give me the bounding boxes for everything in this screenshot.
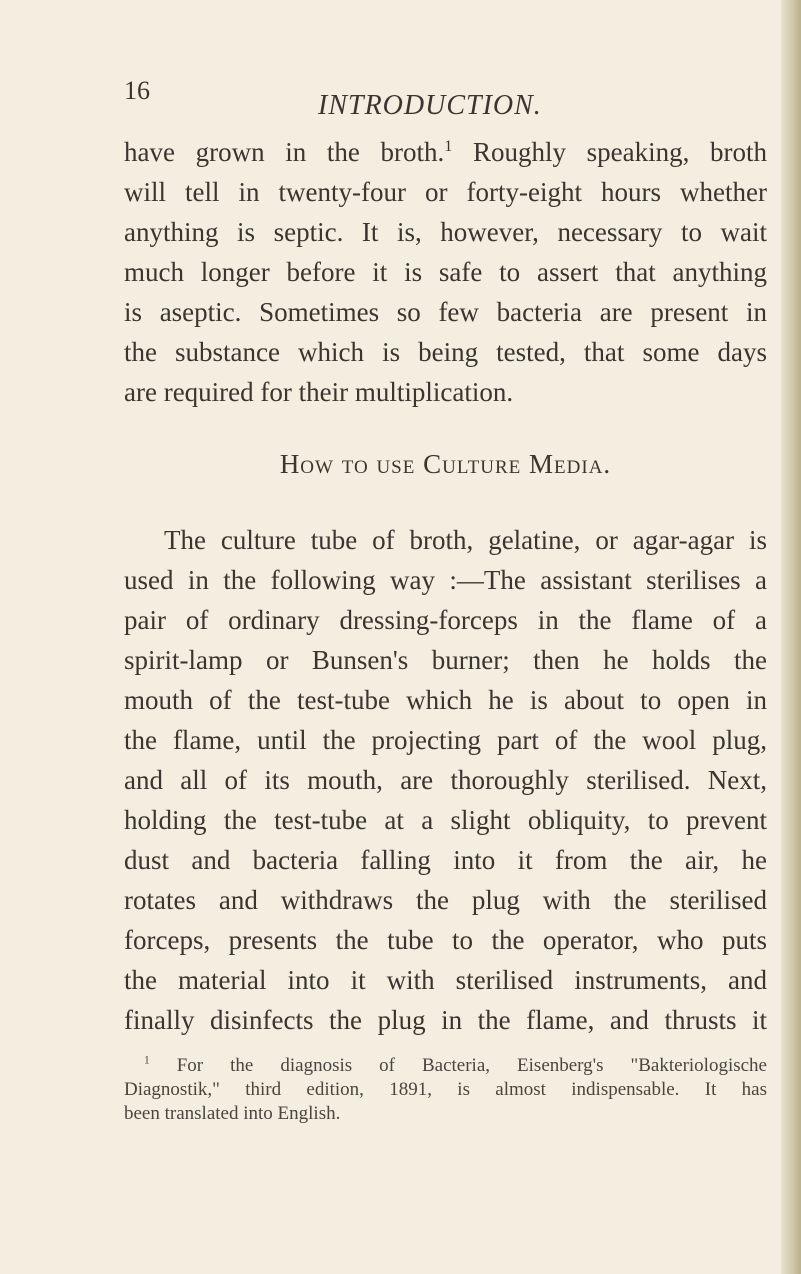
footnote-number: 1 — [144, 1054, 150, 1067]
footnote-line-3: been translated into English. — [124, 1103, 341, 1124]
page-number: 16 — [124, 76, 150, 105]
page-edge — [781, 0, 801, 1274]
paragraph-2-line-13: finally disinfects the plug in the flame, and thrusts it — [124, 1005, 767, 1035]
paragraph-1-line-3: anything is septic. It is, however, necessary to wait — [124, 217, 767, 247]
paragraph-2-line-5: mouth of the test-tube which he is about to open in — [124, 685, 767, 715]
paragraph-2-line-4: spirit-lamp or Bunsen's burner; then he holds the — [124, 645, 767, 675]
page-header — [124, 72, 764, 121]
footnote-line-2: Diagnostik," third edition, 1891, is almost indispensable. It has — [124, 1079, 767, 1100]
running-title: INTRODUCTION. — [318, 90, 542, 121]
paragraph-2-line-10: rotates and withdraws the plug with the sterilised — [124, 885, 767, 915]
paragraph-1-line-7: are required for their multiplication. — [124, 377, 514, 407]
paragraph-1-line-4: much longer before it is safe to assert that anything — [124, 257, 767, 287]
paragraph-2-line-9: dust and bacteria falling into it from the air, he — [124, 845, 767, 875]
footnote-line-1: $^1$ For the diagnosis of Bacteria, Eisenberg's "Bakteriologische — [144, 1054, 767, 1076]
paragraph-2-line-12: the material into it with sterilised instruments, and — [124, 965, 767, 995]
footnote-marker: 1 — [444, 137, 453, 155]
paragraph-2-line-2: used in the following way :—The assistant sterilises a — [124, 565, 767, 595]
paragraph-2-line-6: the flame, until the projecting part of the wool plug, — [124, 725, 767, 755]
paragraph-1-line-5: is aseptic. Sometimes so few bacteria are present in — [124, 297, 767, 327]
paragraph-2-line-7: and all of its mouth, are thoroughly sterilised. Next, — [124, 765, 767, 795]
paragraph-1-line-6: the substance which is being tested, that some days — [124, 337, 767, 367]
paragraph-2-line-1: The culture tube of broth, gelatine, or agar-agar is — [164, 525, 767, 555]
section-heading: How to use Culture Media. — [279, 449, 612, 479]
paragraph-1-line-2: will tell in twenty-four or forty-eight hours whether — [124, 177, 767, 207]
paragraph-2-line-3: pair of ordinary dressing-forceps in the flame of a — [124, 605, 767, 635]
paragraph-1-line-1: have grown in the broth.$^1$ Roughly speaking, broth — [124, 137, 767, 167]
paragraph-2-line-11: forceps, presents the tube to the operator, who puts — [124, 925, 767, 955]
paragraph-2-line-8: holding the test-tube at a slight obliquity, to prevent — [124, 805, 767, 835]
